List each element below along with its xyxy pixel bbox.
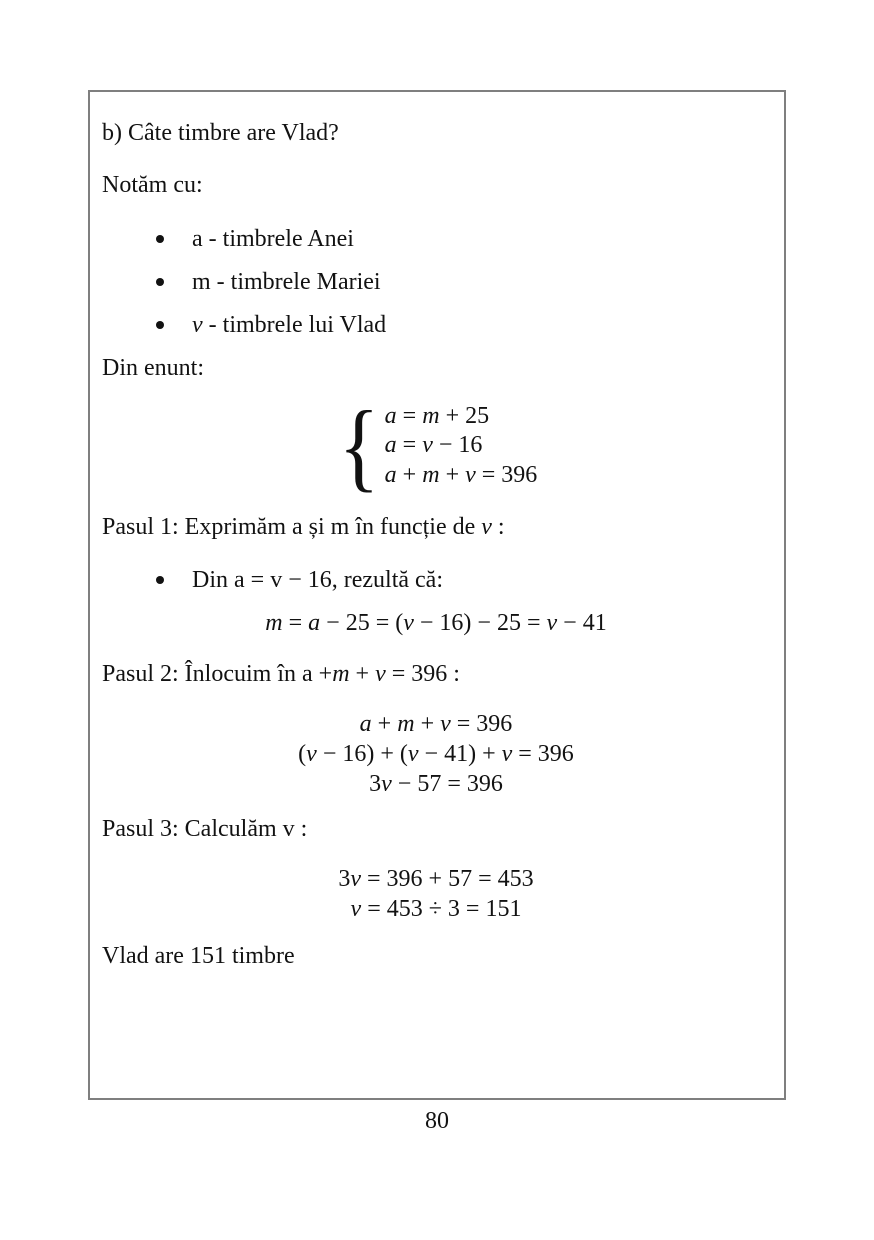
equation-line: v = 453 ÷ 3 = 151: [350, 896, 522, 922]
page-number: 80: [425, 1108, 449, 1134]
list-item: [102, 565, 770, 595]
step1-bullet-text: Din a = v − 16, rezultă că:: [192, 567, 443, 593]
content-border-box: [88, 90, 786, 1100]
equation-line: (v − 16) + (v − 41) + v = 396: [298, 741, 574, 767]
bullet-icon: [156, 235, 164, 243]
conclusion: Vlad are 151 timbre: [102, 943, 295, 969]
equation-line: a + m + v = 396: [359, 711, 513, 737]
step3-equations: [102, 864, 770, 924]
step1-equation: m = a − 25 = (v − 16) − 25 = v − 41: [265, 610, 607, 636]
list-item: [102, 224, 770, 254]
left-brace-icon: {: [338, 390, 380, 501]
step1-heading: Pasul 1: Exprimăm a și m în funcție de v :: [102, 514, 505, 540]
system-equations: [385, 402, 538, 491]
equation-line: 3v = 396 + 57 = 453: [338, 866, 534, 892]
question-heading: b) Câte timbre are Vlad?: [102, 120, 339, 146]
step1-list: [102, 565, 770, 595]
equation-line: a = v − 16: [384, 432, 483, 459]
bullet-icon: [156, 321, 164, 329]
list-item: [102, 310, 770, 340]
step2-heading: Pasul 2: Înlocuim în a +m + v = 396 :: [102, 661, 460, 687]
step2-equations: [102, 709, 770, 799]
bullet-icon: [156, 278, 164, 286]
notation-intro: Notăm cu:: [102, 172, 203, 198]
notation-item-text: v - timbrele lui Vlad: [192, 312, 387, 338]
equation-system: [102, 390, 770, 501]
step3-heading: Pasul 3: Calculăm v :: [102, 816, 308, 842]
equation-line: 3v − 57 = 396: [369, 771, 503, 797]
notation-list: [102, 224, 770, 340]
from-statement: Din enunt:: [102, 355, 204, 381]
equation-line: a = m + 25: [384, 402, 490, 429]
bullet-icon: [156, 576, 164, 584]
list-item: [102, 267, 770, 297]
notation-item-text: m - timbrele Mariei: [192, 269, 381, 295]
notation-item-text: a - timbrele Anei: [192, 226, 354, 252]
equation-line: a + m + v = 396: [384, 461, 538, 488]
